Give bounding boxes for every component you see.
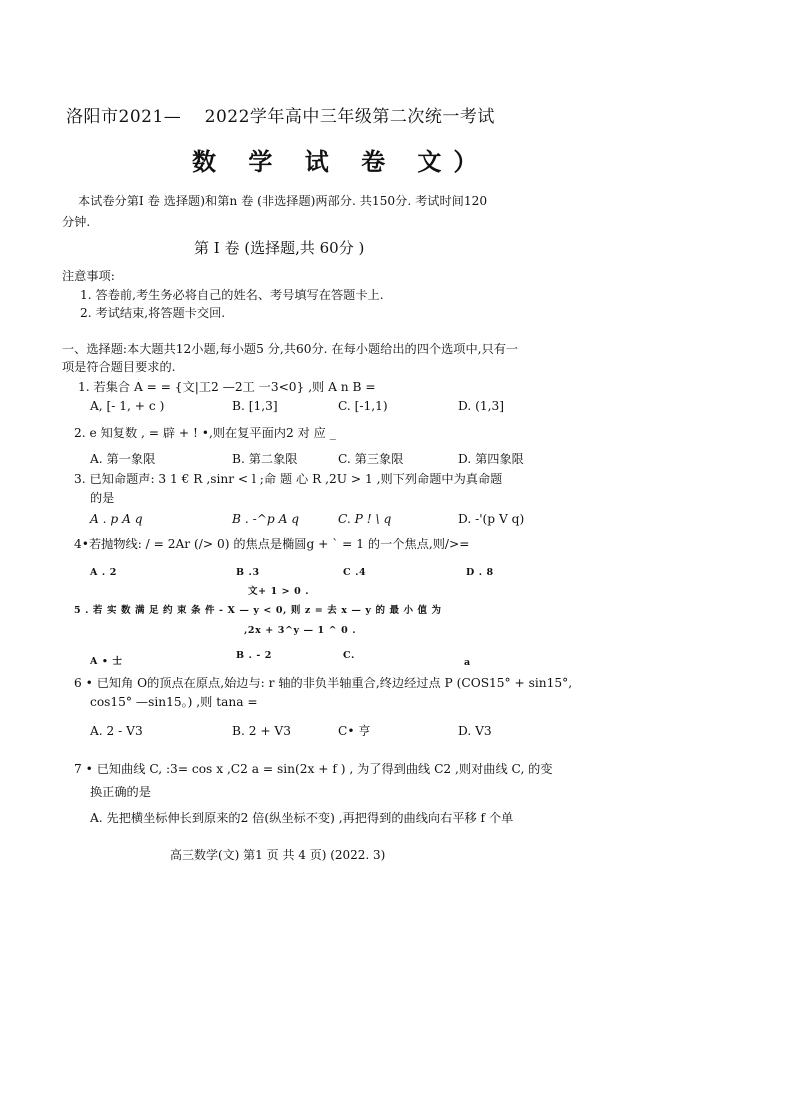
- question-1-option-c: C. [-1,1): [338, 399, 388, 413]
- question-5-option-b: B . - 2: [236, 650, 273, 661]
- notes-item-2: 2. 考试结束,将答题卡交回.: [80, 306, 226, 320]
- question-4-option-b: B .3: [236, 567, 260, 578]
- question-5-constraint-1: 文+ 1 > 0 .: [248, 586, 310, 597]
- question-7-option-a: A. 先把横坐标伸长到原来的2 倍(纵坐标不变) ,再把得到的曲线向右平移 f 个单: [90, 811, 514, 825]
- question-3-option-c: C. P ! \ q: [338, 512, 392, 526]
- question-1-option-d: D. (1,3]: [458, 399, 504, 413]
- question-4-option-d: D . 8: [466, 567, 494, 578]
- page-footer: 高三数学(文) 第1 页 共 4 页) (2022. 3): [170, 848, 386, 862]
- notes-heading: 注意事项:: [62, 269, 115, 283]
- question-6-stem-line-2: cos15° —sin15。) ,则 tana =: [90, 695, 258, 709]
- part-one-title: 第 I 卷 (选择题,共 60分 ): [194, 239, 365, 257]
- question-5-constraint-3: ,2x + 3^y — 1 ^ 0 .: [244, 625, 357, 636]
- question-4-option-c: C .4: [343, 567, 367, 578]
- question-5-option-c: C.: [343, 650, 355, 661]
- question-6-stem: 6 • 已知角 O的顶点在原点,始边与: r 轴的非负半轴重合,终边经过点 P (COS15° + sin15°,: [74, 676, 573, 690]
- question-2-option-b: B. 第二象限: [232, 452, 298, 466]
- question-1-option-b: B. [1,3]: [232, 399, 278, 413]
- subject-title: 数 学 试 卷 文）: [192, 147, 490, 176]
- question-6-option-d: D. V3: [458, 724, 492, 738]
- question-3-stem: 3. 已知命题声: 3 1 € R ,sinr < l ;命 题 心 R ,2U > 1 ,则下列命题中为真命题: [74, 472, 503, 486]
- section-instructions-line-2: 项是符合题目要求的.: [62, 360, 176, 374]
- question-5-option-d: a: [464, 657, 471, 668]
- question-4-option-a: A . 2: [90, 567, 117, 578]
- question-4-stem: 4•若抛物线: / = 2Ar (/> 0) 的焦点是椭圆g + ` = 1 的一个焦点,则/>=: [74, 537, 470, 551]
- question-6-option-c: C• 亨: [338, 724, 371, 738]
- exam-title: 洛阳市2021— 2022学年高中三年级第二次统一考试: [66, 107, 495, 127]
- question-3-stem-line-2: 的是: [90, 491, 115, 505]
- question-6-option-b: B. 2 + V3: [232, 724, 291, 738]
- intro-line-2: 分钟.: [62, 215, 91, 229]
- question-1-option-a: A, [- 1, + c ): [90, 399, 165, 413]
- question-6-option-a: A. 2 - V3: [90, 724, 143, 738]
- intro-line-1: 本试卷分第I 卷 选择题)和第n 卷 (非选择题)两部分. 共150分. 考试时间120: [78, 194, 488, 208]
- section-instructions-line-1: 一、选择题:本大题共12小题,每小题5 分,共60分. 在每小题给出的四个选项中,只有一: [62, 342, 519, 356]
- question-1-stem: 1. 若集合 A = = {文|工2 —2工 一3<0} ,则 A n B =: [78, 380, 376, 394]
- question-3-option-d: D. -'(p V q): [458, 512, 525, 526]
- question-5-stem: 5 . 若 实 数 满 足 约 束 条 件 - X — y < 0, 则 z = 去 x — y 的 最 小 值 为: [74, 605, 442, 616]
- question-2-option-d: D. 第四象限: [458, 452, 524, 466]
- question-3-option-a: A . p A q: [90, 512, 143, 526]
- question-2-stem: 2. e 知复数 , = 辟 + ! •,则在复平面内2 对 应 _: [74, 426, 336, 440]
- question-7-stem-line-2: 换正确的是: [90, 785, 151, 799]
- question-7-stem: 7 • 已知曲线 C, :3= cos x ,C2 a = sin(2x + f ) , 为了得到曲线 C2 ,则对曲线 C, 的变: [74, 762, 553, 776]
- question-2-option-a: A. 第一象限: [90, 452, 156, 466]
- question-2-option-c: C. 第三象限: [338, 452, 404, 466]
- notes-item-1: 1. 答卷前,考生务必将自己的姓名、考号填写在答题卡上.: [80, 288, 384, 302]
- question-5-option-a: A • 士: [90, 656, 123, 667]
- question-3-option-b: B . -^p A q: [232, 512, 300, 526]
